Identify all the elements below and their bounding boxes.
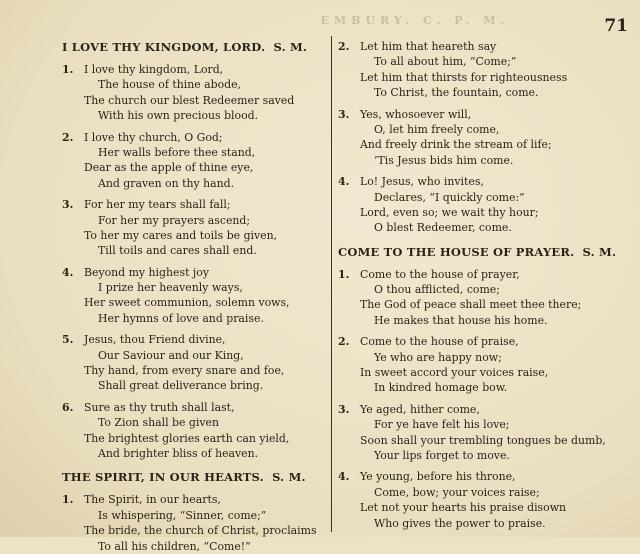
hymn-title xyxy=(338,244,634,261)
stanza-number: 2. xyxy=(62,130,74,144)
verse-line: Let not your hearts his praise disown xyxy=(360,501,567,515)
verse-line: Ye young, before his throne, xyxy=(360,470,516,484)
verse-line: Beyond my highest joy xyxy=(84,265,209,279)
verse-line: Let him that heareth say xyxy=(360,40,497,53)
stanza xyxy=(338,469,634,531)
verse-line: In kindred homage bow. xyxy=(374,381,508,395)
hymn-title xyxy=(62,469,328,486)
verse-line: And freely drink the stream of life; xyxy=(360,138,552,152)
page-number: 71 xyxy=(604,16,628,36)
verse-line: I love thy church, O God; xyxy=(84,130,223,144)
verse-line: O thou afflicted, come; xyxy=(374,283,500,297)
right-column xyxy=(338,36,634,531)
verse-line: To Christ, the fountain, come. xyxy=(374,86,539,100)
verse-line: Till toils and cares shall end. xyxy=(98,244,257,258)
stanza xyxy=(338,402,634,464)
hymn-meter: S. M. xyxy=(272,470,306,485)
verse-line: I prize her heavenly ways, xyxy=(98,281,243,295)
verse-line: The church our blest Redeemer saved xyxy=(84,93,295,107)
verse-line: Lord, even so; we wait thy hour; xyxy=(360,205,539,219)
verse-line: Your lips forget to move. xyxy=(374,448,510,462)
verse-line: Declares, “I quickly come:” xyxy=(374,190,525,204)
verse-line: For ye have felt his love; xyxy=(374,418,510,432)
verse-line: Her walls before thee stand, xyxy=(98,145,256,159)
verse-line: He makes that house his home. xyxy=(374,313,548,327)
stanza-number: 1. xyxy=(338,267,350,281)
verse-line: Dear as the apple of thine eye, xyxy=(84,161,254,175)
verse-line: Jesus, thou Friend divine, xyxy=(84,333,226,347)
verse-line: The Spirit, in our hearts, xyxy=(84,493,221,507)
stanza xyxy=(62,197,328,259)
verse-line: Her hymns of love and praise. xyxy=(98,311,264,325)
verse-line: For her my prayers ascend; xyxy=(98,213,251,227)
verse-line: To all his children, “Come!” xyxy=(98,539,251,553)
verse-line: To her my cares and toils be given, xyxy=(84,228,278,242)
verse-line: And brighter bliss of heaven. xyxy=(98,446,259,460)
verse-line: Ye who are happy now; xyxy=(374,350,502,364)
stanza xyxy=(62,400,328,462)
verse-line: Ye aged, hither come, xyxy=(360,402,480,416)
stanza-number: 4. xyxy=(62,265,74,279)
stanza xyxy=(338,267,634,329)
verse-line: The brightest glories earth can yield, xyxy=(84,431,290,445)
verse-line: Shall great deliverance bring. xyxy=(98,379,264,393)
hymn xyxy=(338,244,634,531)
hymn-title xyxy=(62,39,328,56)
stanza xyxy=(338,174,634,236)
verse-line: And graven on thy hand. xyxy=(98,176,235,190)
verse-line: Let him that thirsts for righteousness xyxy=(360,70,568,84)
stanza xyxy=(62,332,328,394)
hymn-title-text: THE SPIRIT, IN OUR HEARTS. xyxy=(62,470,264,485)
verse-line: Soon shall your trembling tongues be dumb, xyxy=(360,433,606,447)
stanza-number: 1. xyxy=(62,63,74,76)
verse-line: For her my tears shall fall; xyxy=(84,198,231,212)
hymn-title-text: I LOVE THY KINGDOM, LORD. xyxy=(62,40,266,54)
verse-line: To Zion shall be given xyxy=(98,416,219,430)
stanza-number: 3. xyxy=(338,402,350,416)
stanza-number: 2. xyxy=(338,40,350,53)
stanza-number: 3. xyxy=(338,107,350,121)
stanza-number: 5. xyxy=(62,333,74,347)
verse-line: O blest Redeemer, come. xyxy=(374,221,512,235)
hymn xyxy=(62,39,328,461)
verse-line: O, let him freely come, xyxy=(374,122,500,136)
verse-line: I love thy kingdom, Lord, xyxy=(84,63,224,76)
hymn xyxy=(338,39,634,236)
verse-line: Is whispering, “Sinner, come;” xyxy=(98,508,267,522)
verse-line: Our Saviour and our King, xyxy=(98,348,244,362)
verse-line: Yes, whosoever will, xyxy=(360,107,472,121)
verse-line: Thy hand, from every snare and foe, xyxy=(84,364,285,378)
verse-line: ’Tis Jesus bids him come. xyxy=(374,153,514,167)
stanza-number: 4. xyxy=(338,470,350,484)
hymn-meter: S. M. xyxy=(582,244,617,259)
verse-line: To all about him, “Come;” xyxy=(374,55,517,69)
left-column xyxy=(62,36,328,554)
hymn-meter: S. M. xyxy=(273,40,308,54)
stanza-number: 3. xyxy=(62,198,74,212)
verse-line: Come, bow; your voices raise; xyxy=(374,485,540,499)
verse-line: The house of thine abode, xyxy=(98,78,242,92)
hymn xyxy=(62,469,328,554)
verse-line: Sure as thy truth shall last, xyxy=(84,400,235,414)
stanza-number: 2. xyxy=(338,335,350,349)
stanza xyxy=(338,334,634,396)
verse-line: The God of peace shall meet thee there; xyxy=(360,298,582,312)
verse-line: Lo! Jesus, who invites, xyxy=(360,175,484,189)
running-head: EMBURY. C. P. M. xyxy=(320,14,510,27)
stanza xyxy=(62,492,328,554)
stanza xyxy=(62,62,328,124)
verse-line: The bride, the church of Christ, proclaims xyxy=(84,524,317,538)
stanza xyxy=(62,265,328,327)
column-divider xyxy=(331,36,332,532)
verse-line: In sweet accord your voices raise, xyxy=(360,366,549,380)
verse-line: With his own precious blood. xyxy=(98,109,259,123)
verse-line: Who gives the power to praise. xyxy=(374,516,546,530)
verse-line: Come to the house of praise, xyxy=(360,335,519,349)
hymn-title-text: COME TO THE HOUSE OF PRAYER. xyxy=(338,244,575,259)
stanza-number: 1. xyxy=(62,493,74,507)
verse-line: Her sweet communion, solemn vows, xyxy=(84,296,290,310)
verse-line: Come to the house of prayer, xyxy=(360,267,520,281)
stanza xyxy=(338,39,634,101)
stanza-number: 4. xyxy=(338,175,350,189)
stanza xyxy=(62,130,328,192)
stanza-number: 6. xyxy=(62,400,74,414)
stanza xyxy=(338,107,634,169)
